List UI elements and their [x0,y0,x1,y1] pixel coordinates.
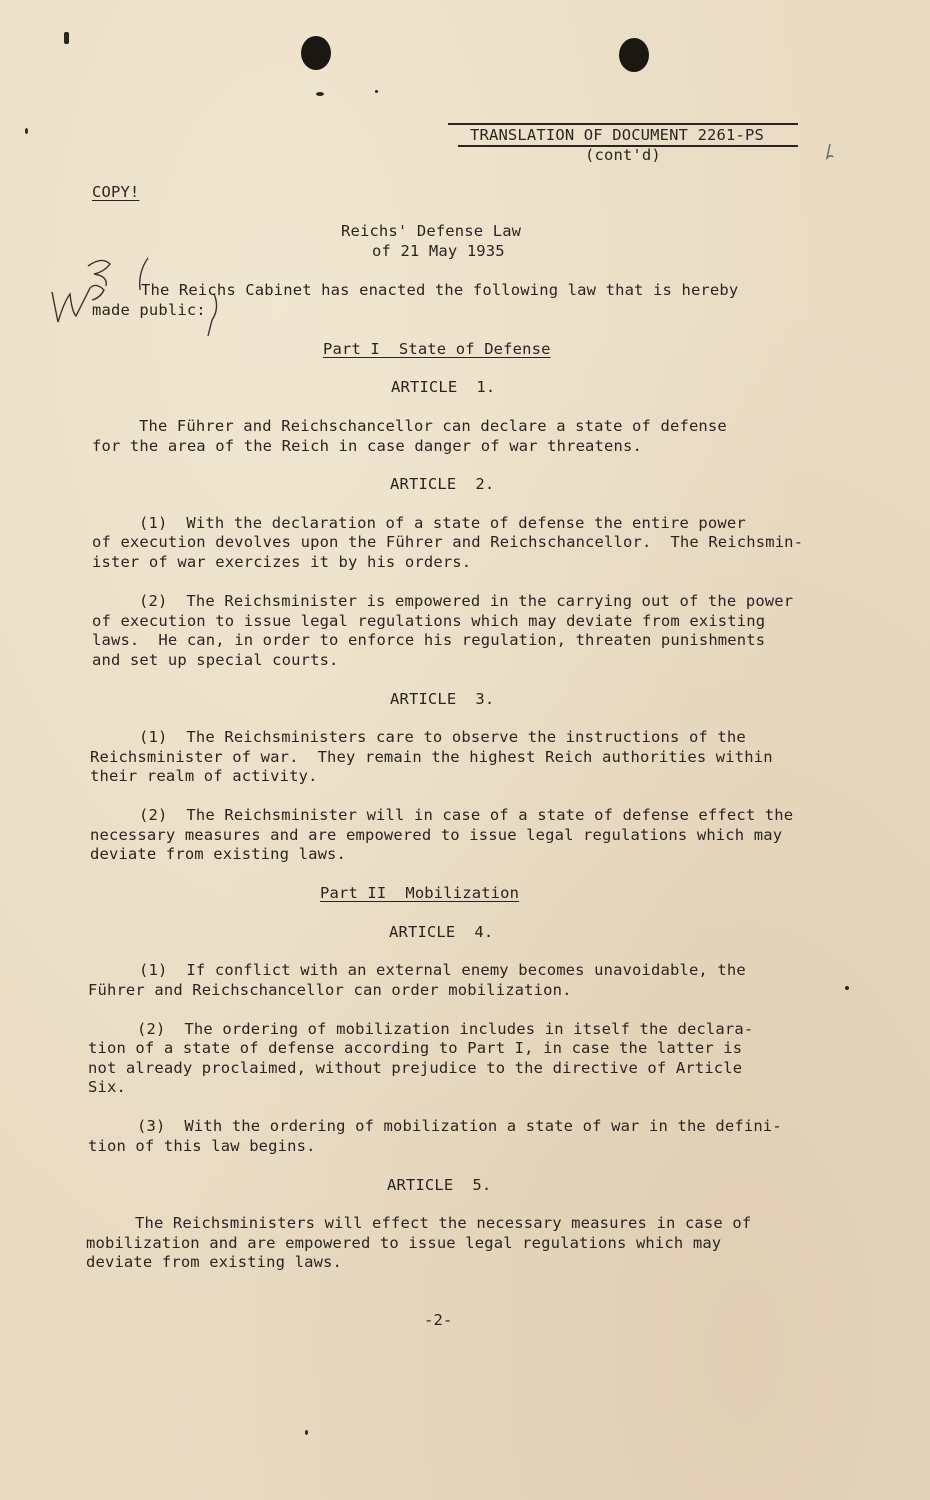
part-2-heading: Part II Mobilization [320,884,520,902]
law-date: of 21 May 1935 [372,242,505,260]
article-5-line-1: The Reichsministers will effect the necessary measures in case of [135,1214,752,1232]
article-1-heading: ARTICLE 1. [391,378,496,396]
article-4-p2-line-1: (2) The ordering of mobilization includes in itself the declara- [137,1020,754,1038]
article-3-p1-line-3: their realm of activity. [90,767,318,785]
article-3-p2-line-1: (2) The Reichsminister will in case of a state of defense effect the [139,806,794,824]
contd-label: (cont'd) [585,146,661,164]
article-5-heading: ARTICLE 5. [387,1176,492,1194]
article-5-line-2: mobilization and are empowered to issue legal regulations which may [86,1234,722,1252]
article-4-p2-line-2: tion of a state of defense according to Part I, in case the latter is [88,1039,743,1057]
preamble-line-1: The Reichs Cabinet has enacted the following law that is hereby [141,281,739,299]
ink-speck [305,1430,308,1435]
translation-title: TRANSLATION OF DOCUMENT 2261-PS [470,126,764,144]
article-2-p1-line-1: (1) With the declaration of a state of defense the entire power [139,514,746,532]
law-title: Reichs' Defense Law [341,222,522,240]
article-2-heading: ARTICLE 2. [390,475,495,493]
article-4-p2-line-3: not already proclaimed, without prejudice to the directive of Article [88,1059,743,1077]
part-1-heading: Part I State of Defense [323,340,551,358]
punch-hole-left [301,36,331,70]
article-2-p2-line-3: laws. He can, in order to enforce his regulation, threaten punishments [92,631,766,649]
article-3-p1-line-1: (1) The Reichsministers care to observe the instructions of the [139,728,746,746]
ink-speck [316,92,324,96]
article-2-p1-line-3: ister of war exercizes it by his orders. [92,553,472,571]
article-4-p1-line-2: Führer and Reichschancellor can order mobilization. [88,981,572,999]
ink-speck [845,986,849,990]
article-3-heading: ARTICLE 3. [390,690,495,708]
article-2-p1-line-2: of execution devolves upon the Führer and Reichschancellor. The Reichsmin- [92,533,804,551]
article-3-p1-line-2: Reichsminister of war. They remain the highest Reich authorities within [90,748,773,766]
article-3-p2-line-2: necessary measures and are empowered to issue legal regulations which may [90,826,783,844]
article-4-p3-line-1: (3) With the ordering of mobilization a state of war in the defini- [137,1117,782,1135]
ink-speck [64,32,69,44]
article-1-line-1: The Führer and Reichschancellor can declare a state of defense [139,417,727,435]
article-4-p1-line-1: (1) If conflict with an external enemy becomes unavoidable, the [139,961,746,979]
ink-speck [25,128,28,134]
article-2-p2-line-2: of execution to issue legal regulations which may deviate from existing [92,612,766,630]
punch-hole-right [619,38,649,72]
article-4-p2-line-4: Six. [88,1078,126,1096]
ink-speck [375,90,378,93]
preamble-line-2: made public: [92,301,206,319]
article-5-line-3: deviate from existing laws. [86,1253,343,1271]
article-4-heading: ARTICLE 4. [389,923,494,941]
handwritten-page-mark-icon [822,142,836,162]
article-1-line-2: for the area of the Reich in case danger of war threatens. [92,437,642,455]
article-2-p2-line-4: and set up special courts. [92,651,339,669]
article-3-p2-line-3: deviate from existing laws. [90,845,347,863]
page-number: -2- [424,1311,453,1329]
article-4-p3-line-2: tion of this law begins. [88,1137,316,1155]
article-2-p2-line-1: (2) The Reichsminister is empowered in the carrying out of the power [139,592,794,610]
copy-mark: COPY! [92,183,140,201]
